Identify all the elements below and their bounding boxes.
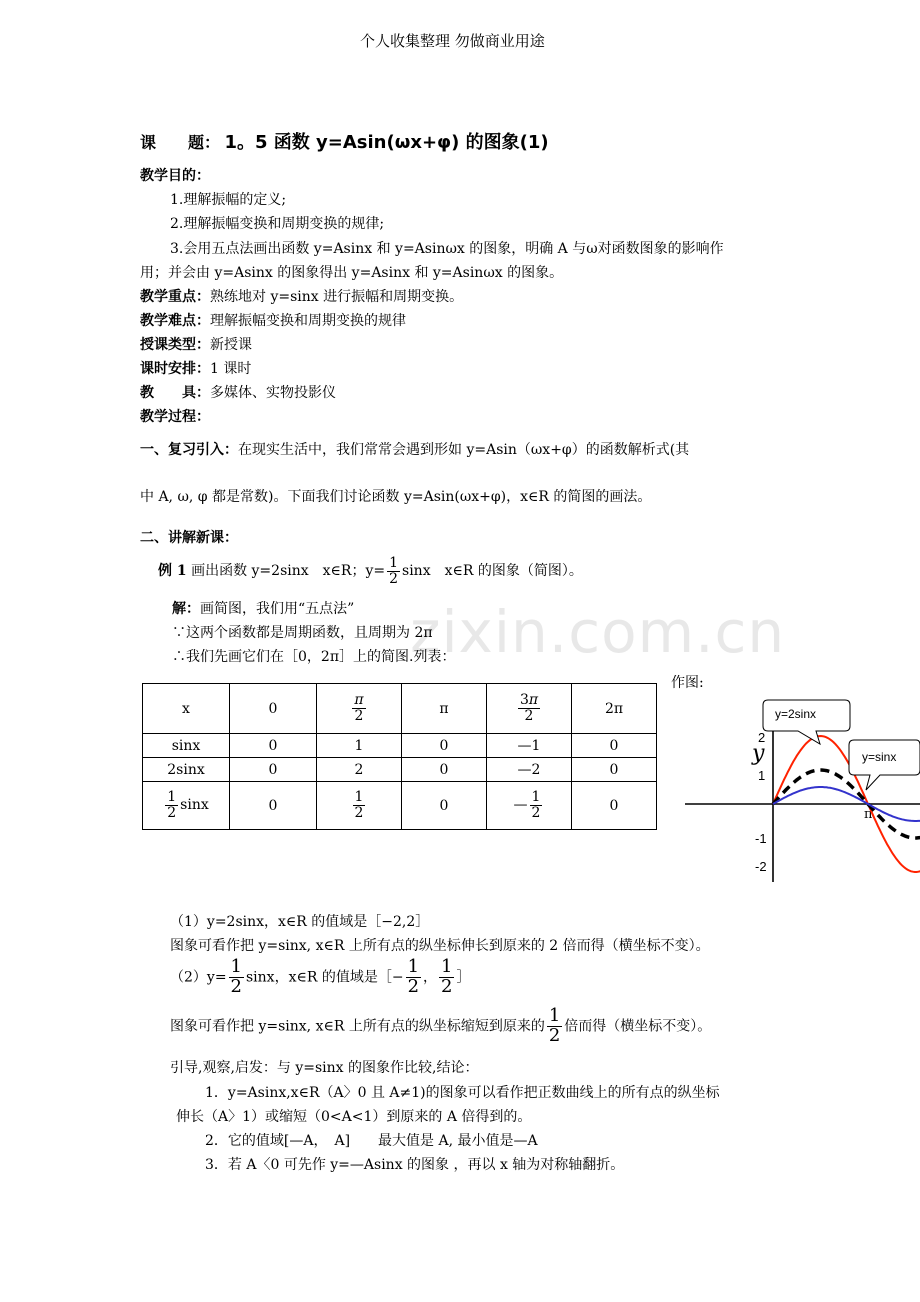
cell-text: π [439, 700, 449, 717]
solution-text-1: 画简图，我们用“五点法” [200, 601, 355, 617]
schedule [140, 358, 251, 378]
cell-text: x [182, 700, 190, 717]
table-cell: 0 [402, 734, 487, 758]
point-2: 2．它的值域[—A， A] 最大值是 A, 最小值是—A [205, 1133, 538, 1149]
value-table [142, 683, 657, 830]
example-label: 例 1 [158, 563, 187, 580]
title-text: 1。5 函数 y=Asin(ωx+φ) 的图象(1) [224, 132, 549, 153]
table-cell: 0 [230, 782, 317, 830]
tools-label: 教 具： [140, 385, 210, 401]
objective-3: 3.会用五点法画出函数 y=Asinx 和 y=Asinωx 的图象，明确 A 与ω对函数图象的影响作 [170, 241, 724, 257]
conclusion-2 [170, 958, 470, 997]
plot-caption: 作图: [671, 675, 704, 691]
table-cell: 0 [572, 782, 657, 830]
cell-text: 2π [604, 700, 624, 717]
pi-half-fraction: $\frac{\pi}{2}$ [354, 692, 364, 724]
table-cell: 2 [317, 758, 402, 782]
half-fraction: $\frac{1}{2}$ [354, 789, 364, 821]
three-pi-half-fraction: $\frac{3\pi}{2}$ [519, 692, 539, 724]
cell-text: 0 [268, 700, 278, 717]
c2-part: ］ [456, 969, 471, 986]
half-fraction: $\frac{1}{2}$ [230, 956, 242, 997]
schedule-label: 课时安排： [140, 361, 210, 377]
table-cell: 1 [317, 734, 402, 758]
tick-label-neg2: -2 [755, 859, 767, 874]
table-cell [572, 684, 657, 734]
conclusion-1: （1）y=2sinx，x∈R 的值域是［−2,2］ [170, 914, 430, 930]
example-text-b: sinx x∈R 的图象（简图）。 [402, 563, 583, 580]
table-cell: sinx [143, 734, 230, 758]
point-1b: 伸长（A〉1）或缩短（0<A<1）到原来的 A 倍得到的。 [176, 1109, 532, 1125]
table-cell [487, 684, 572, 734]
difficulty-label: 教学难点： [140, 313, 210, 329]
fraction-numerator: 1 [389, 555, 399, 571]
schedule-text: 1 课时 [210, 361, 252, 377]
objectives-heading: 教学目的： [140, 168, 210, 184]
y-axis-label: y [752, 741, 765, 766]
point-3: 3．若 A〈0 可先作 y=—Asinx 的图象 ，再以 x 轴为对称轴翻折。 [205, 1157, 625, 1173]
table-cell: $\frac{1}{2}$ sinx [143, 782, 230, 830]
callout-2sinx-text: y=2sinx [775, 707, 817, 721]
callout-sinx-text: y=sinx [862, 750, 897, 764]
key-point [140, 286, 463, 306]
table-cell: 0 [402, 758, 487, 782]
table-cell [402, 684, 487, 734]
c2-part: （2）y= [170, 969, 227, 986]
c2-part: ， [423, 969, 438, 986]
table-cell: 0 [402, 782, 487, 830]
solution-line-1 [172, 598, 354, 618]
difficulty-text: 理解振幅变换和周期变换的规律 [210, 313, 406, 329]
solution-label: 解： [172, 601, 200, 617]
table-cell [317, 782, 402, 830]
half-fraction: $\frac{1}{2}$ [531, 789, 541, 821]
example-text-a: 画出函数 y=2sinx x∈R；y= [191, 563, 386, 580]
half-fraction: $\frac{1}{2}$ [548, 1005, 561, 1046]
key-point-text: 熟练地对 y=sinx 进行振幅和周期变换。 [210, 289, 464, 305]
new-lesson-heading: 二、讲解新课： [140, 530, 238, 546]
pi-label: π [864, 807, 873, 822]
title-label: 课 题： [140, 133, 221, 152]
half-fraction: $\frac{1}{2}$ [407, 956, 420, 997]
c2b-part: 图象可看作把 y=sinx, x∈R 上所有点的纵坐标缩短到原来的 [170, 1018, 545, 1035]
table-cell: 0 [572, 734, 657, 758]
key-point-label: 教学重点： [140, 289, 210, 305]
table-cell: 2sinx [143, 758, 230, 782]
table-cell: — $\frac{1}{2}$ [487, 782, 572, 830]
watermark: zixin.com.cn [410, 598, 786, 666]
fraction-denominator: 2 [389, 570, 399, 587]
solution-line-2: ∵这两个函数都是周期函数，且周期为 2π [172, 625, 433, 641]
table-cell [230, 684, 317, 734]
example-fraction [387, 556, 400, 586]
review-line-1 [140, 439, 689, 459]
table-row [143, 782, 657, 830]
table-cell: 0 [230, 758, 317, 782]
objective-2: 2.理解振幅变换和周期变换的规律; [170, 216, 385, 232]
review-line-2: 中 A, ω, φ 都是常数)。下面我们讨论函数 y=Asin(ωx+φ)，x∈R 的简图的画法。 [140, 489, 652, 505]
point-1a: 1．y=Asinx,x∈R（A〉0 且 A≠1)的图象可以看作把正数曲线上的所有点的纵坐标 [205, 1085, 720, 1101]
lesson-title [140, 128, 549, 154]
tools [140, 382, 336, 402]
tools-text: 多媒体、实物投影仪 [210, 385, 336, 401]
tick-label-1: 1 [758, 768, 766, 783]
table-cell: 0 [572, 758, 657, 782]
process-heading: 教学过程： [140, 409, 210, 425]
callout-sinx [849, 740, 920, 790]
table-row [143, 758, 657, 782]
lesson-type [140, 334, 252, 354]
sine-plot [680, 690, 920, 890]
table-cell [317, 684, 402, 734]
solution-line-3: ∴我们先画它们在［0，2π］上的简图.列表： [172, 649, 456, 665]
table-cell: 0 [230, 734, 317, 758]
half-fraction: $\frac{1}{2}$ [167, 789, 177, 821]
review-text-1: 在现实生活中，我们常常会遇到形如 y=Asin（ωx+φ）的函数解析式(其 [238, 442, 690, 458]
c2-part: sinx，x∈R 的值域是［− [246, 969, 404, 986]
objective-1: 1.理解振幅的定义; [170, 192, 287, 208]
table-cell [143, 684, 230, 734]
lesson-type-text: 新授课 [210, 337, 252, 353]
half-fraction: $\frac{1}{2}$ [441, 956, 453, 997]
conclusion-1b: 图象可看作把 y=sinx, x∈R 上所有点的纵坐标伸长到原来的 2 倍而得（横坐标不变）。 [170, 938, 710, 954]
tick-label-neg1: -1 [755, 831, 767, 846]
table-row [143, 734, 657, 758]
difficulty [140, 310, 406, 330]
example-1 [158, 556, 583, 586]
objective-3-cont: 用；并会由 y=Asinx 的图象得出 y=Asinx 和 y=Asinωx 的图象。 [140, 265, 564, 281]
table-row [143, 684, 657, 734]
page-header: 个人收集整理 勿做商业用途 [360, 32, 545, 50]
guide-text: 引导,观察,启发：与 y=sinx 的图象作比较,结论： [170, 1060, 479, 1076]
table-cell: —2 [487, 758, 572, 782]
c2b-part: 倍而得（横坐标不变）。 [564, 1018, 712, 1035]
review-label: 一、复习引入： [140, 442, 238, 458]
conclusion-2b [170, 1007, 711, 1046]
table-cell: —1 [487, 734, 572, 758]
lesson-type-label: 授课类型： [140, 337, 210, 353]
tick-label-2: 2 [758, 730, 766, 745]
